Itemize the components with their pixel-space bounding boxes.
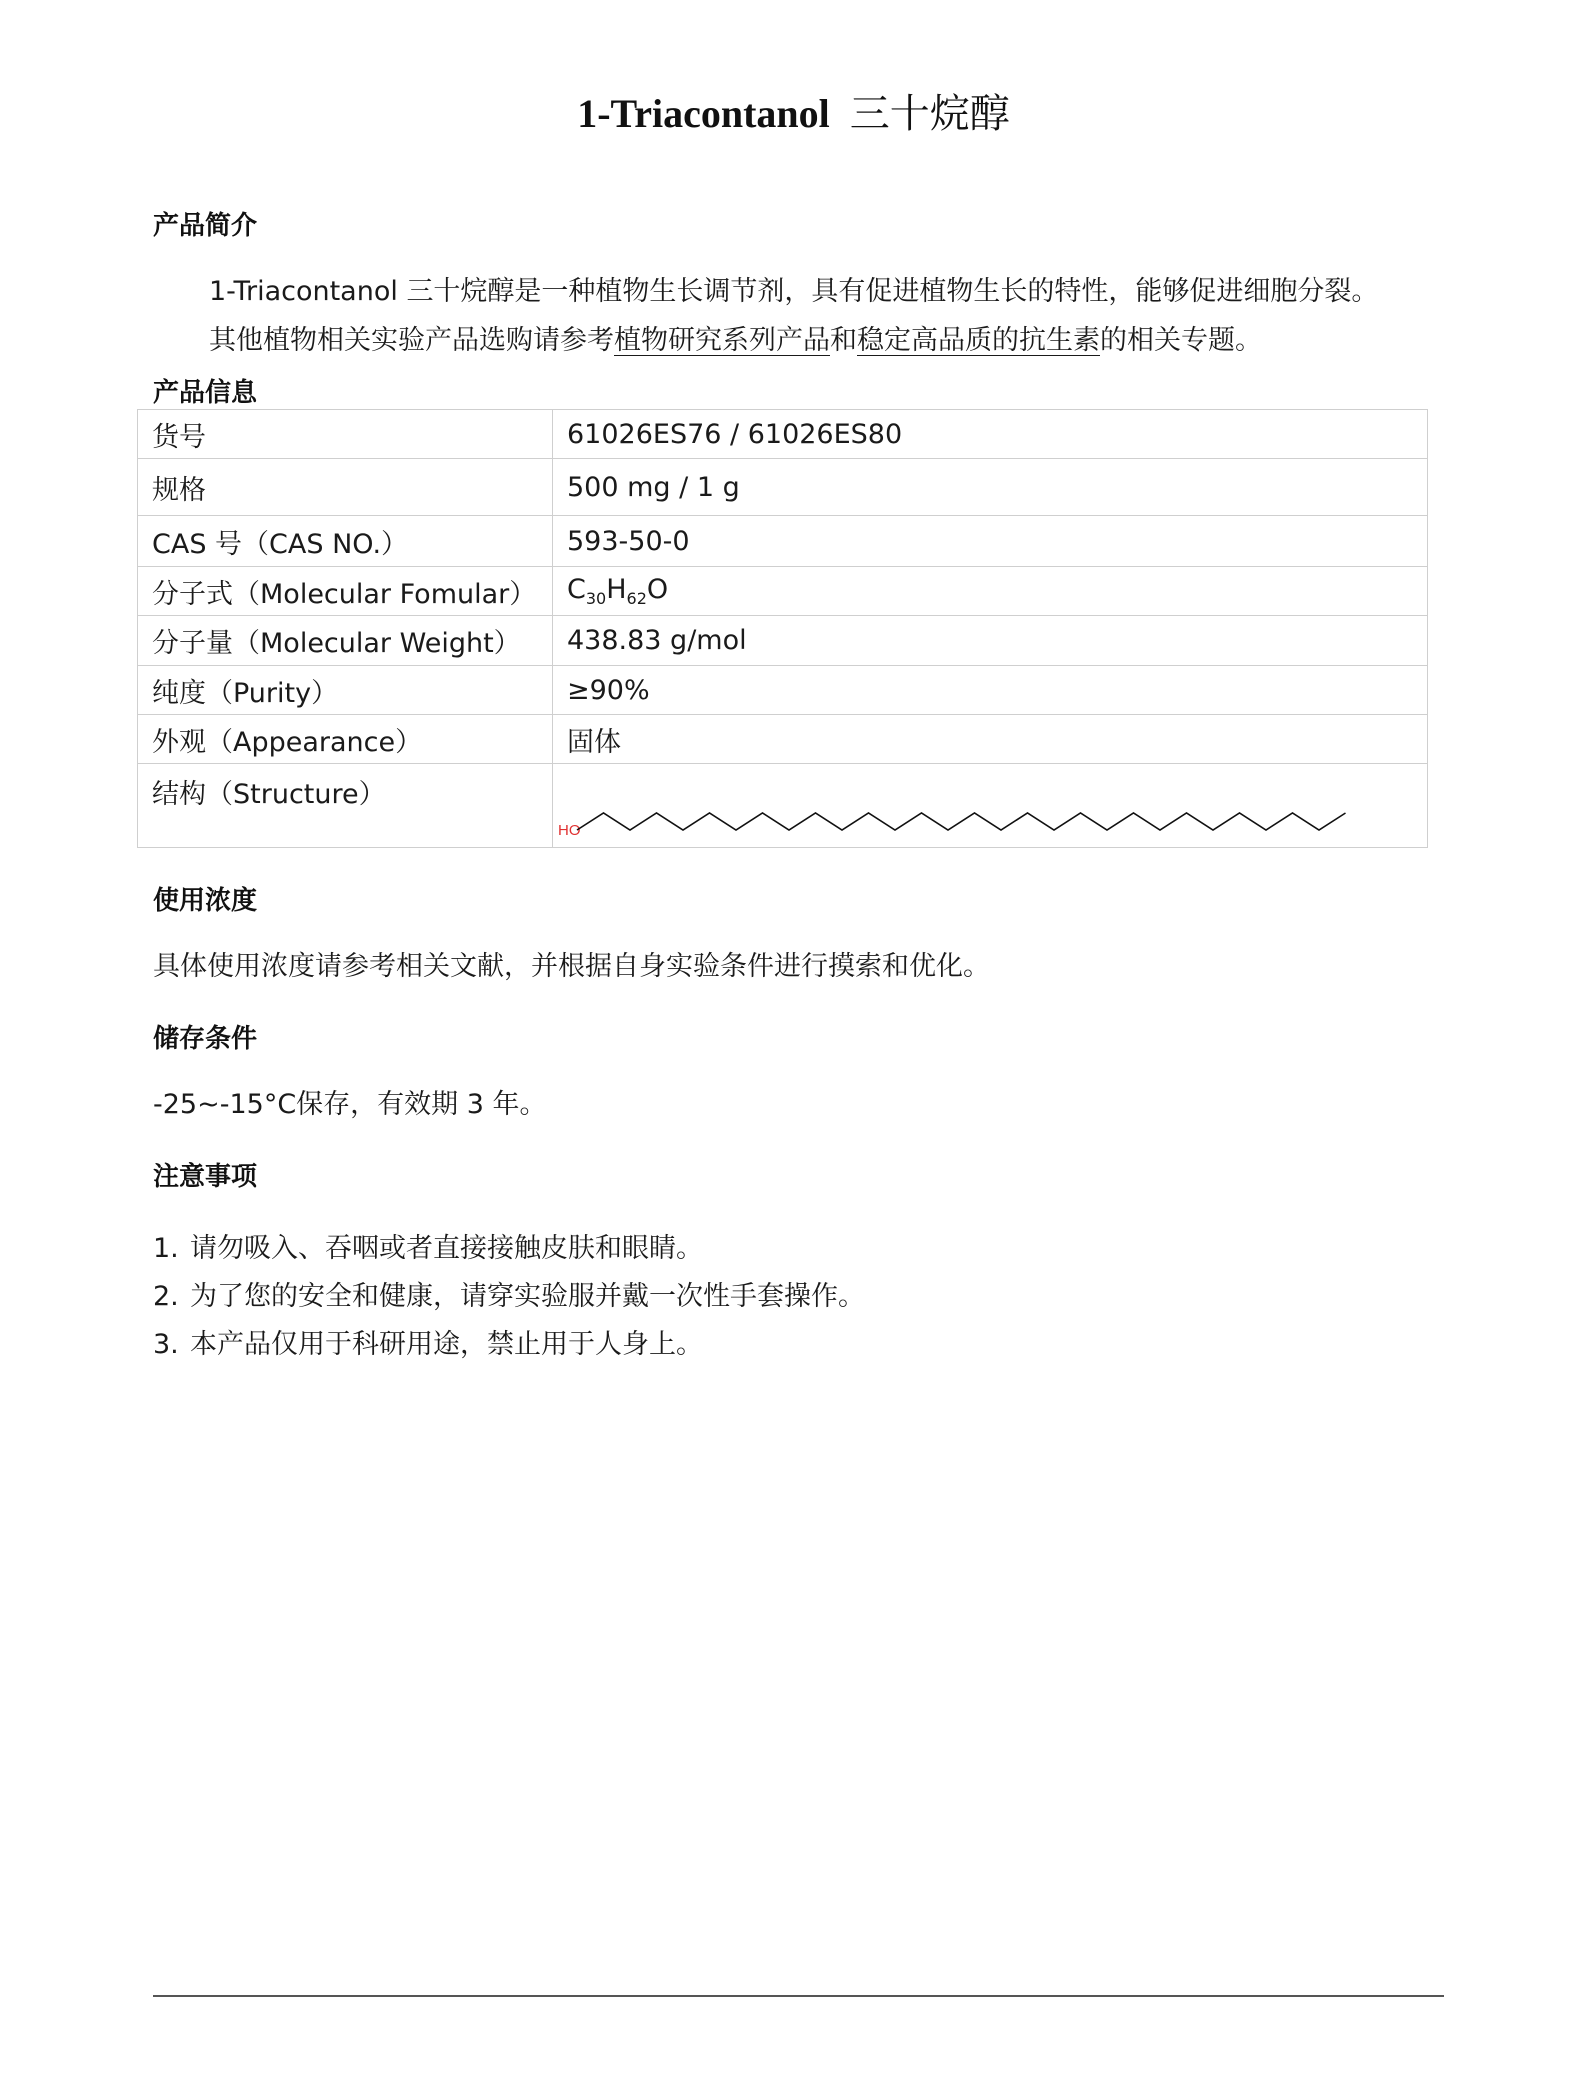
table-key: 分子式（Molecular Fomular） xyxy=(138,567,553,616)
carbon-chain-bonds xyxy=(577,813,1346,830)
table-key: CAS 号（CAS NO.） xyxy=(138,516,553,567)
antibiotics-link[interactable]: 稳定高品质的抗生素 xyxy=(857,325,1100,356)
formula-o: O xyxy=(646,574,669,605)
title-en: 1-Triacontanol xyxy=(577,91,830,136)
list-item xyxy=(153,1226,703,1265)
plant-research-link[interactable]: 植物研究系列产品 xyxy=(614,325,830,356)
spec-value: 500 mg / 1 g xyxy=(553,459,1428,516)
list-number: 3. xyxy=(153,1329,179,1360)
table-key: 外观（Appearance） xyxy=(138,715,553,764)
usage-text: 具体使用浓度请参考相关文献，并根据自身实验条件进行摸索和优化。 xyxy=(153,951,990,982)
product-info-table xyxy=(137,409,1428,848)
structure-cell xyxy=(553,764,1428,848)
table-row-catalog xyxy=(138,410,1428,459)
structure-diagram xyxy=(558,772,1427,846)
list-text: 本产品仅用于科研用途，禁止用于人身上。 xyxy=(190,1329,703,1360)
table-row-weight xyxy=(138,616,1428,666)
appearance-value: 固体 xyxy=(553,715,1428,764)
table-row-formula xyxy=(138,567,1428,616)
formula-h-sub: 62 xyxy=(626,589,647,608)
list-number: 1. xyxy=(153,1233,179,1264)
list-text: 为了您的安全和健康，请穿实验服并戴一次性手套操作。 xyxy=(190,1281,865,1312)
footer-divider xyxy=(153,1995,1444,1997)
formula-h: H xyxy=(606,574,627,605)
list-item xyxy=(153,1322,703,1361)
table-row-purity xyxy=(138,666,1428,715)
list-item xyxy=(153,1274,865,1313)
table-key: 规格 xyxy=(138,459,553,516)
hydroxyl-label: HO xyxy=(558,822,581,839)
table-key: 货号 xyxy=(138,410,553,459)
title-cn: 三十烷醇 xyxy=(849,91,1010,137)
formula-c: C xyxy=(567,574,586,605)
catalog-number: 61026ES76 / 61026ES80 xyxy=(553,410,1428,459)
weight-value: 438.83 g/mol xyxy=(553,616,1428,666)
intro-line-2-before: 其他植物相关实验产品选购请参考 xyxy=(209,325,614,356)
table-key: 结构（Structure） xyxy=(138,764,553,848)
table-key: 纯度（Purity） xyxy=(138,666,553,715)
intro-line-2-after: 的相关专题。 xyxy=(1100,325,1262,356)
table-row-cas xyxy=(138,516,1428,567)
table-row-appearance xyxy=(138,715,1428,764)
usage-heading: 使用浓度 xyxy=(153,886,258,916)
storage-heading: 储存条件 xyxy=(153,1024,258,1054)
table-row-spec xyxy=(138,459,1428,516)
list-number: 2. xyxy=(153,1281,179,1312)
storage-text: -25~-15°C保存，有效期 3 年。 xyxy=(153,1089,547,1120)
molecular-formula xyxy=(553,567,1428,616)
intro-heading: 产品简介 xyxy=(153,211,258,241)
info-heading: 产品信息 xyxy=(153,378,258,408)
formula-c-sub: 30 xyxy=(585,589,607,608)
table-key: 分子量（Molecular Weight） xyxy=(138,616,553,666)
intro-line-1: 1-Triacontanol 三十烷醇是一种植物生长调节剂，具有促进植物生长的特性，能够促进细胞分裂。 xyxy=(209,276,1379,307)
intro-line-2 xyxy=(209,324,1262,358)
table-row-structure xyxy=(138,764,1428,848)
intro-line-2-mid: 和 xyxy=(830,325,857,356)
cas-value: 593-50-0 xyxy=(553,516,1428,567)
purity-value: ≥90% xyxy=(553,666,1428,715)
page-title xyxy=(0,82,1587,139)
notes-heading: 注意事项 xyxy=(153,1162,258,1192)
list-text: 请勿吸入、吞咽或者直接接触皮肤和眼睛。 xyxy=(190,1233,703,1264)
structure-formula-svg xyxy=(553,764,1413,848)
